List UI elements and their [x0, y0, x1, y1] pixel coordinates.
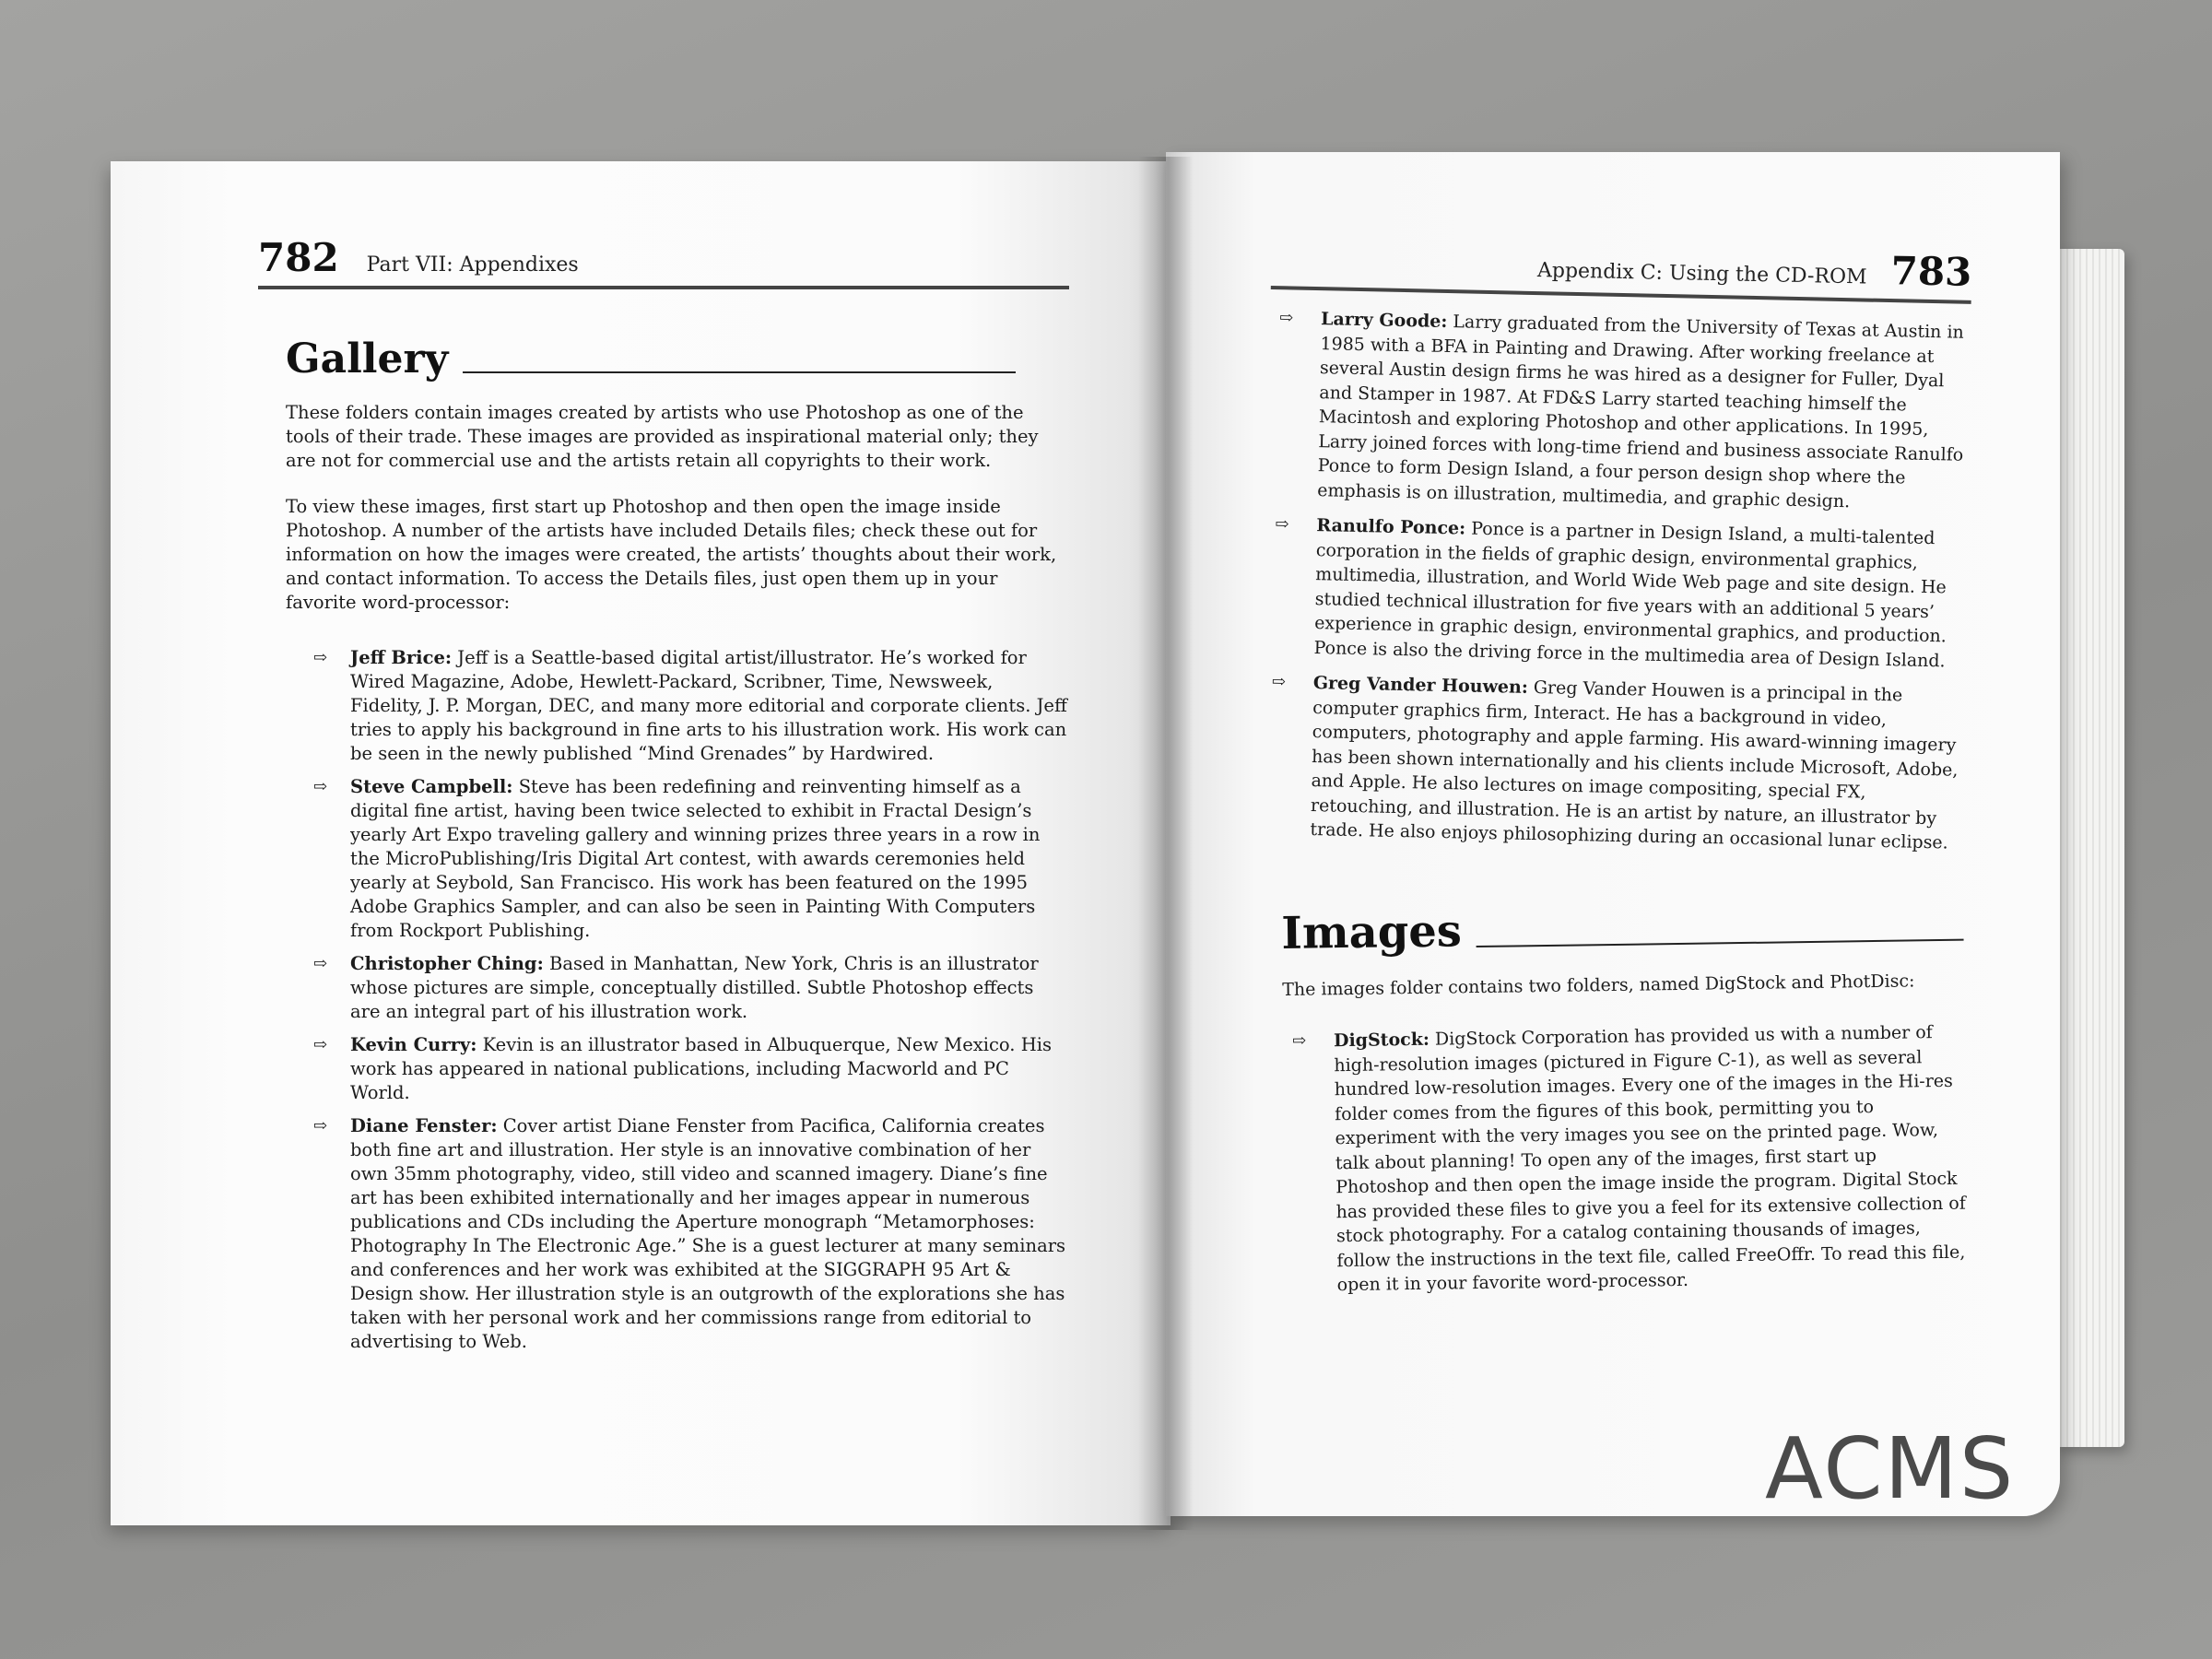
list-item — [258, 952, 1069, 1024]
list-item — [1259, 670, 1963, 855]
artist-name: Steve Campbell: — [350, 776, 513, 797]
list-item — [258, 646, 1069, 766]
artist-name: Larry Goode: — [1320, 309, 1448, 333]
arrow-bullet-icon: ⇨ — [1291, 1030, 1307, 1051]
arrow-bullet-icon: ⇨ — [313, 1035, 328, 1054]
artist-name: Diane Fenster: — [350, 1115, 498, 1136]
running-title: Appendix C: Using the CD-ROM — [1536, 259, 1867, 289]
list-item — [1263, 512, 1966, 674]
artist-list — [1259, 306, 1971, 855]
running-title: Part VII: Appendixes — [366, 253, 579, 276]
folder-name: DigStock: — [1333, 1029, 1430, 1052]
list-item — [1266, 306, 1971, 516]
list-item — [258, 1114, 1069, 1354]
intro-paragraph: To view these images, first start up Photoshop and then open the image inside Photoshop. A number of the artists have included Details files; check these out for information on how the images were created, the artists’ thoughts about their work, and contact information. To access the Details files, just open them up in your favorite word-processor: — [286, 496, 1057, 613]
images-section — [1281, 899, 1969, 1310]
artist-bio: Steve has been redefining and reinventing himself as a digital fine artist, having been twice selected to exhibit in Fractal Design’s yearly Art Expo traveling gallery and winning prizes three years in a row in the MicroPublishing/Iris Digital Art contest, with awards ceremonies held yearly at Seybold, San Francisco. His work has been featured on the 1995 Adobe Graphics Sampler, and can also be seen in Painting With Computers from Rockport Publishing. — [350, 776, 1041, 941]
page-number: 782 — [258, 235, 339, 280]
artist-list — [258, 646, 1069, 1354]
left-page-content — [258, 235, 1069, 1363]
arrow-bullet-icon: ⇨ — [313, 648, 328, 667]
artist-bio: Ponce is a partner in Design Island, a multi-talented corporation in the fields of graphic design, environmental graphics, multimedia, illustration, and World Wide Web page and site design. He studied technical illustration for five years with an additional 5 years’ experience in graphic design, environmental graphics, and production. Ponce is also the driving force in the multimedia area of Design Island. — [1313, 518, 1947, 671]
artist-bio: Greg Vander Houwen is a principal in the computer graphics firm, Interact. He has a background in video, computers, photography and apple farming. His award-winning imagery has been shown internationally and his clients include Microsoft, Adobe, and Apple. He also lectures on image compositing, special FX, retouching, and illustration. He is an artist by nature, an illustrator by trade. He also enjoys philosophizing during an occasional lunar eclipse. — [1310, 677, 1959, 853]
list-item — [258, 775, 1069, 943]
title-rule — [1477, 939, 1964, 947]
arrow-bullet-icon: ⇨ — [1271, 672, 1287, 692]
images-list — [1283, 1020, 1969, 1299]
page-number: 783 — [1890, 248, 1972, 295]
page-edges — [2055, 249, 2124, 1447]
title-rule — [463, 371, 1016, 373]
artist-name: Kevin Curry: — [350, 1034, 477, 1055]
arrow-bullet-icon: ⇨ — [1275, 514, 1289, 535]
arrow-bullet-icon: ⇨ — [1278, 308, 1294, 328]
intro-paragraph: These folders contain images created by artists who use Photoshop as one of the tools of their trade. These images are provided as inspirational material only; they are not for commercial use and the artists retain all copyrights to their work. — [286, 402, 1039, 471]
book-gutter — [1138, 157, 1194, 1530]
images-intro: The images folder contains two folders, named DigStock and PhotDisc: — [1282, 971, 1915, 1000]
artist-bio: Based in Manhattan, New York, Chris is an illustrator whose pictures are simple, conceptually distilled. Subtle Photoshop effects are an integral part of his illustration work. — [350, 953, 1039, 1022]
arrow-bullet-icon: ⇨ — [313, 777, 328, 796]
artist-name: Jeff Brice: — [350, 647, 453, 668]
watermark-text: ACMS — [1765, 1419, 2016, 1518]
artist-bio: Jeff is a Seattle-based digital artist/illustrator. He’s worked for Wired Magazine, Adobe, Hewlett-Packard, Scribner, Time, Newsweek, Fidelity, J. P. Morgan, DEC, and many more editorial and corporate clients. Jeff tries to apply his background in fine arts to his illustration work. His work can be seen in the newly published “Mind Grenades” by Hardwired. — [350, 647, 1067, 764]
right-page-content — [1259, 235, 1972, 866]
section-title-images — [1281, 899, 1964, 959]
section-title-text: Gallery — [286, 335, 449, 382]
section-title-gallery — [286, 335, 1069, 382]
artist-name: Christopher Ching: — [350, 953, 544, 974]
artist-bio: Kevin is an illustrator based in Albuquerque, New Mexico. His work has appeared in national publications, including Macworld and PC World. — [350, 1034, 1052, 1103]
folder-description: DigStock Corporation has provided us with a number of high-resolution images (pictured in Figure C-1), as well as several hundred low-resolution images. Every one of the images in the Hi-res folder comes from the figures of this book, permitting you to experiment with the very images you see on the printed page. Wow, talk about planning! To open any of the images, first start up Photoshop and then open the image inside the program. Digital Stock has provided these files to give you a feel for its extensive collection of stock photography. For a catalog containing thousands of images, follow the instructions in the text file, called FreeOffr. To read this file, open it in your favorite word-processor. — [1334, 1022, 1966, 1296]
artist-bio: Larry graduated from the University of Texas at Austin in 1985 with a BFA in Painting and Drawing. After working freelance at several Austin design firms he was hired as a designer for Fuller, Dyal and Stamper in 1987. At FD&S Larry started teaching himself the Macintosh and exploring Photoshop and other applications. In 1995, Larry joined forces with long-time friend and business associate Ranulfo Ponce to form Design Island, a four person design shop where the emphasis is on illustration, multimedia, and graphic design. — [1316, 312, 1964, 512]
artist-name: Ranulfo Ponce: — [1316, 515, 1466, 539]
artist-name: Greg Vander Houwen: — [1312, 673, 1529, 698]
list-item — [258, 1033, 1069, 1105]
arrow-bullet-icon: ⇨ — [313, 954, 328, 973]
artist-bio: Cover artist Diane Fenster from Pacifica, California creates both fine art and illustration. Her style is an innovative combination of her own 35mm photography, video, still video and scanned imagery. Diane’s fine art has been exhibited internationally and her images appear in numerous publications and CDs including the Aperture monograph “Metamorphoses: Photography In The Electronic Age.” She is a guest lecturer at many seminars and conferences and her work was exhibited at the SIGGRAPH 95 Art & Design show. Her illustration style is an outgrowth of the explorations she has taken with her personal work and her commissions range from editorial to advertising to Web. — [350, 1115, 1066, 1352]
section-title-text: Images — [1281, 905, 1463, 959]
list-item — [1283, 1020, 1969, 1299]
left-running-head — [258, 235, 1069, 289]
arrow-bullet-icon: ⇨ — [313, 1116, 328, 1135]
